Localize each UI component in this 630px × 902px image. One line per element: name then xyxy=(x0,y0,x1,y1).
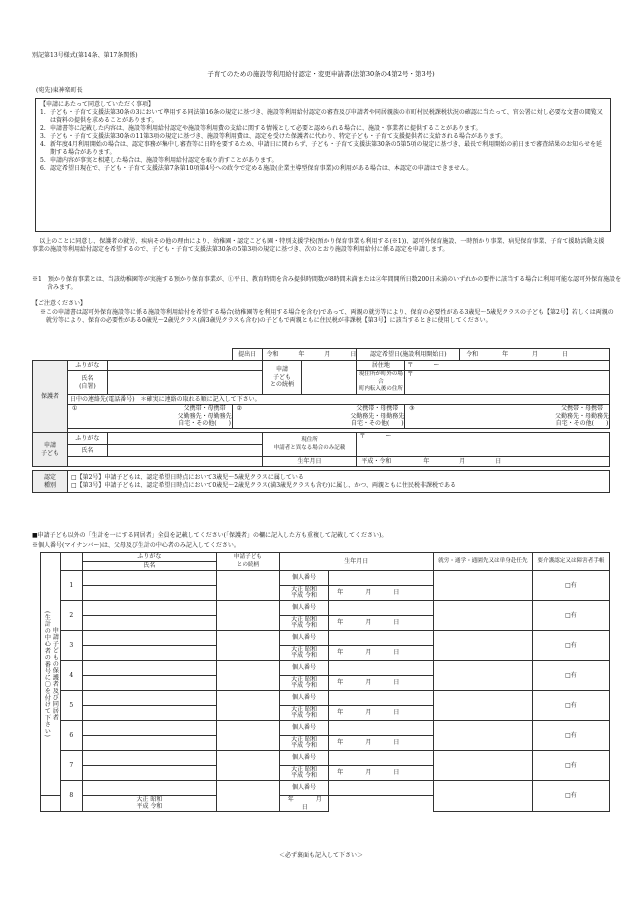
guardian-furigana-label: ふりがな xyxy=(67,361,107,371)
consent-notice-box xyxy=(35,98,611,232)
member-name-field[interactable] xyxy=(82,676,216,691)
consent-item xyxy=(40,109,606,125)
child-name-field[interactable] xyxy=(107,445,262,457)
row-number: 4 xyxy=(60,661,82,691)
member-cert-checkbox[interactable]: □有 xyxy=(532,601,609,631)
mynumber-field[interactable] xyxy=(329,601,434,616)
member-birth-field[interactable]: 年 月日 xyxy=(279,796,329,812)
row-number: 3 xyxy=(60,631,82,661)
member-relation-field[interactable] xyxy=(217,601,280,631)
child-furigana-label: ふりがな xyxy=(67,433,107,445)
mynumber-label: 個人番号 xyxy=(279,751,329,766)
mynumber-label: 個人番号 xyxy=(279,691,329,706)
cert-type-3-checkbox[interactable]: □【第3号】申請子どもは、認定希望日時点において0歳児～2歳児クラス(満3歳児クラスも含む)に属し、かつ、両親ともに住民税非課税である xyxy=(70,481,456,489)
member-relation-field[interactable] xyxy=(217,781,280,812)
member-furigana-field[interactable] xyxy=(82,601,216,616)
member-name-field[interactable] xyxy=(82,736,216,751)
household-row xyxy=(41,661,610,676)
member-cert-checkbox[interactable]: □有 xyxy=(532,691,609,721)
col-cert: 要介護認定又は障害者手帳 xyxy=(532,553,609,571)
current-address-field[interactable]: 〒 xyxy=(405,371,610,395)
row-number: 2 xyxy=(60,601,82,631)
current-address-label: 現住所が町外の場合 町内転入後の住所 xyxy=(357,371,405,395)
cert-type-options xyxy=(67,471,609,493)
consent-item-text: 子ども・子育て支援法第30条の3において準用する同法第16条の規定に基づき、施設等利用給付認定の審査及び申請者や同居親族の市町村民税課税状況の確認に当たって、官公署に対し必要な文書の閲覧又は資料の提供を求めることがあります。 xyxy=(50,109,603,124)
child-name-label: 氏名 xyxy=(67,445,107,457)
member-work-field[interactable] xyxy=(433,631,532,661)
child-address-field[interactable]: 〒 ー xyxy=(357,433,610,457)
filed-date-field[interactable]: 令和 年 月 日 xyxy=(262,349,357,361)
member-work-field[interactable] xyxy=(433,571,532,601)
child-label: 申請 子ども xyxy=(33,433,68,467)
child-birth-field[interactable]: 平成・令和 年 月 日 xyxy=(357,457,610,467)
row-number: 5 xyxy=(60,691,82,721)
member-cert-checkbox[interactable]: □有 xyxy=(532,781,609,812)
mynumber-field[interactable] xyxy=(329,631,434,646)
member-work-field[interactable] xyxy=(433,781,532,812)
member-era-label: 大正 昭和 平成 令和 xyxy=(279,766,329,781)
household-row xyxy=(41,721,610,736)
member-relation-field[interactable] xyxy=(217,751,280,781)
address-field[interactable]: 〒 ー xyxy=(405,361,610,371)
mynumber-label: 個人番号 xyxy=(279,601,329,616)
child-birth-label: 生年月日 xyxy=(262,457,357,467)
contact-2[interactable]: ② 父携帯・母携帯 父勤務先・母勤務先 自宅・その他( ) xyxy=(232,405,405,429)
mynumber-label: 個人番号 xyxy=(279,721,329,736)
member-furigana-field[interactable] xyxy=(82,721,216,736)
consent-item-text: 認定希望日現在で、子ども・子育て支援法第7条第10項第4号への政令で定める施設(企業主導型保育事業)の利用がある場合は、本認定の申請はできません。 xyxy=(50,165,473,172)
member-era-label: 大正 昭和 平成 令和 xyxy=(279,676,329,691)
household-row xyxy=(41,691,610,706)
col-birth: 生年月日 xyxy=(279,553,433,571)
member-birth-field[interactable]: 年 月 日 xyxy=(329,646,434,661)
agreement-text: 以上のことに同意し、保護者の就労、疾病その他の理由により、幼稚園・認定こども園・特別支援学校(預かり保育事業も利用する(※1))、認可外保育施設、一時預かり事業、病児保育事業、子育て援助活動支援事業の施設等利用給付認定を希望するので、子ども・子育て支援法第30条の5第3項の規定に基づき、次のとおり施設等利用給付に係る認定を申請します。 xyxy=(32,238,605,253)
member-furigana-field[interactable] xyxy=(82,691,216,706)
col-work: 就労・通学・通園先又は単身赴任先 xyxy=(433,553,532,571)
member-relation-field[interactable] xyxy=(217,691,280,721)
member-cert-checkbox[interactable]: □有 xyxy=(532,721,609,751)
member-birth-field[interactable]: 年 月 日 xyxy=(329,616,434,631)
member-furigana-field[interactable] xyxy=(82,751,216,766)
caution-heading: 【ご注意ください】 xyxy=(32,300,87,307)
consent-item-text: 子ども・子育て支援法第30条の11第3項の規定に基づき、施設等利用費は、認定を受けた保護者に代わり、特定子ども・子育て支援提供者に支給される場合があります。 xyxy=(50,133,507,140)
member-name-field[interactable] xyxy=(82,706,216,721)
guardian-name-field[interactable] xyxy=(107,371,262,395)
guardian-label: 保護者 xyxy=(33,361,68,433)
consent-item-number: 6. xyxy=(40,165,46,172)
member-birth-field[interactable]: 年 月 日 xyxy=(329,736,434,751)
contact-1[interactable]: ① 父携帯・母携帯 父勤務先・母勤務先 自宅・その他( ) xyxy=(67,405,232,429)
member-work-field[interactable] xyxy=(433,721,532,751)
member-relation-field[interactable] xyxy=(217,661,280,691)
member-name-field[interactable] xyxy=(82,616,216,631)
mynumber-field[interactable] xyxy=(329,661,434,676)
addressee: (宛先)東神楽町長 xyxy=(36,87,83,94)
household-note-2: ※個人番号(マイナンバー)は、父母及び生計の中心者のみ記入してください。 xyxy=(32,542,240,549)
mynumber-field[interactable] xyxy=(329,751,434,766)
member-furigana-field[interactable] xyxy=(82,631,216,646)
mynumber-label: 個人番号 xyxy=(279,571,329,586)
member-name-field[interactable] xyxy=(82,586,216,601)
member-work-field[interactable] xyxy=(433,601,532,631)
household-row xyxy=(41,751,610,766)
member-era-label: 大正 昭和 平成 令和 xyxy=(82,796,216,812)
member-cert-checkbox[interactable]: □有 xyxy=(532,631,609,661)
household-row xyxy=(41,631,610,646)
household-row xyxy=(41,571,610,586)
guardian-relation-label: 申請 子ども との続柄 xyxy=(262,361,302,395)
mynumber-field[interactable] xyxy=(329,571,434,586)
consent-item xyxy=(40,141,606,157)
cert-type-label: 認定 種別 xyxy=(33,471,68,493)
filed-date-label: 提出日 xyxy=(232,349,262,361)
member-cert-checkbox[interactable]: □有 xyxy=(532,571,609,601)
address-label: 居住地 xyxy=(357,361,405,371)
consent-item-number: 2. xyxy=(40,125,46,132)
member-name-field[interactable] xyxy=(82,646,216,661)
daytime-contact-label: 日中の連絡先(電話番号) ＊確実に連絡の取れる順に記入して下さい。 xyxy=(67,395,609,405)
member-birth-field[interactable]: 年 月 日 xyxy=(329,766,434,781)
mynumber-label: 個人番号 xyxy=(279,781,329,796)
consent-item xyxy=(40,125,606,133)
row-number: 8 xyxy=(60,781,82,812)
guardian-name-label: 氏名 (自署) xyxy=(67,371,107,395)
desired-date-field[interactable]: 令和 年 月 日 xyxy=(460,349,610,361)
mynumber-field[interactable] xyxy=(329,721,434,736)
guardian-furigana-field[interactable] xyxy=(107,361,262,371)
member-birth-field[interactable]: 年 月 日 xyxy=(329,676,434,691)
member-name-field[interactable] xyxy=(82,766,216,781)
member-relation-field[interactable] xyxy=(217,631,280,661)
member-work-field[interactable] xyxy=(433,661,532,691)
member-cert-checkbox[interactable]: □有 xyxy=(532,661,609,691)
consent-item-number: 3. xyxy=(40,133,46,140)
mynumber-field[interactable] xyxy=(329,781,434,796)
member-name-field[interactable] xyxy=(41,796,61,812)
row-number: 6 xyxy=(60,721,82,751)
member-era-label: 大正 昭和 平成 令和 xyxy=(279,706,329,721)
mynumber-label: 個人番号 xyxy=(279,661,329,676)
member-furigana-field[interactable] xyxy=(82,781,216,796)
col-relation: 申請子ども との続柄 xyxy=(217,553,280,571)
form-number: 別記第13号様式(第14条、第17条関係) xyxy=(32,52,138,59)
member-era-label: 大正 昭和 平成 令和 xyxy=(279,616,329,631)
consent-item-number: 1. xyxy=(40,109,46,116)
contact-3[interactable]: ③ 父携帯・母携帯 父勤務先・母勤務先 自宅・その他( ) xyxy=(405,405,610,429)
row-number: 1 xyxy=(60,571,82,601)
household-side-label: 申請子どもの保護者及び同居者 (生計の中心者の番号に〇を付けて下さい) xyxy=(41,553,61,796)
consent-item-number: 4. xyxy=(40,141,46,148)
child-furigana-field[interactable] xyxy=(107,433,262,445)
consent-item xyxy=(40,165,606,173)
consent-item-number: 5. xyxy=(40,157,46,164)
household-row xyxy=(41,601,610,616)
household-table xyxy=(40,552,610,812)
member-work-field[interactable] xyxy=(433,751,532,781)
footer-note: ＜必ず裏面も記入して下さい＞ xyxy=(278,852,363,859)
col-name: 氏名 xyxy=(82,562,216,571)
guardian-relation-field[interactable] xyxy=(302,361,357,395)
consent-item xyxy=(40,133,606,141)
member-birth-field[interactable]: 年 月 日 xyxy=(329,706,434,721)
mynumber-label: 個人番号 xyxy=(279,631,329,646)
member-cert-checkbox[interactable]: □有 xyxy=(532,751,609,781)
member-relation-field[interactable] xyxy=(217,571,280,601)
member-birth-field[interactable]: 年 月 日 xyxy=(329,586,434,601)
note-1: ※1 預かり保育事業とは、当該幼稚園等が実施する預かり保育事業が、①平日、教育時間を含み提供時間数が8時間未満または②年間開所日数200日未満のいずれかの要件に該当する場合に利用可能な認可外保育施設を含みます。 xyxy=(32,276,622,291)
form-title: 子育てのための施設等利用給付認定・変更申請書(法第30条の4第2号・第3号) xyxy=(207,70,435,78)
member-work-field[interactable] xyxy=(433,691,532,721)
caution-text: ※この申請書は認可外保育施設等に係る施設等利用給付を希望する場合(幼稚園等を利用する場合を含む)であって、両親の就労等により、保育の必要性がある3歳児～5歳児クラスの子ども【第2号】若しくは両親の就労等により、保育の必要性がある0歳児～2歳児クラス(満3歳児クラスも含む)の子どもで両親ともに住民税が非課税【第3号】に該当するときに使用してください。 xyxy=(40,309,614,324)
mynumber-field[interactable] xyxy=(329,691,434,706)
household-note-1: ■申請子ども以外の「生計を一にする同居者」全員を記載してください(「保護者」の欄に記入した方も重複して記載してください)。 xyxy=(32,532,388,539)
consent-item-text: 新年度4月利用開始の場合は、認定事務が集中し審査等に日時を要するため、申請日に関わらず、子ども・子育て支援法第30条の5第5項の規定に基づき、最長で利用開始の前日まで審査結果のお知らせを延期する場合があります。 xyxy=(50,141,602,156)
child-address-label: 現住所 申請者と異なる場合のみ記載 xyxy=(262,433,357,457)
member-relation-field[interactable] xyxy=(217,721,280,751)
member-era-label: 大正 昭和 平成 令和 xyxy=(279,586,329,601)
application-form xyxy=(32,348,610,493)
consent-heading: 【申請にあたって同意していただく事項】 xyxy=(40,101,155,108)
member-furigana-field[interactable] xyxy=(82,571,216,586)
household-row xyxy=(41,781,610,796)
member-era-label: 大正 昭和 平成 令和 xyxy=(279,646,329,661)
row-number: 7 xyxy=(60,751,82,781)
consent-item xyxy=(40,157,606,165)
consent-item-text: 申請書等に記載した内容は、施設等利用給付認定や施設等利用費の支給に関する情報として必要と認められる場合に、施設・事業者に提供することがあります。 xyxy=(50,125,482,132)
col-furigana: ふりがな xyxy=(82,553,216,562)
cert-type-2-checkbox[interactable]: □【第2号】申請子どもは、認定希望日時点において3歳児～5歳児クラスに属している xyxy=(70,474,304,481)
consent-item-text: 申請内容が事実と相違した場合は、施設等利用給付認定を取り消すことがあります。 xyxy=(50,157,278,164)
desired-date-label: 認定希望日(施設利用開始日) xyxy=(357,349,460,361)
member-era-label: 大正 昭和 平成 令和 xyxy=(279,736,329,751)
member-furigana-field[interactable] xyxy=(82,661,216,676)
